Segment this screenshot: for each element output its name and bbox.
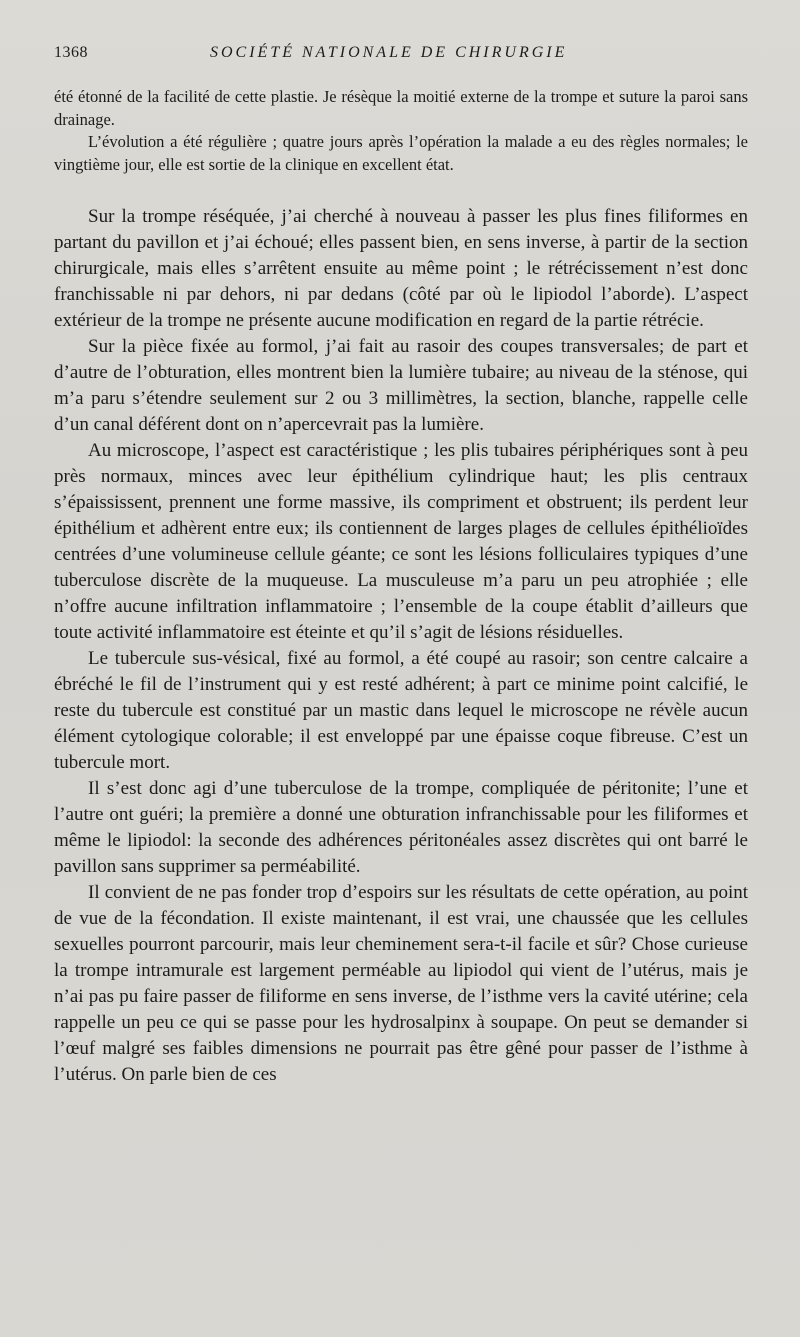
- intro-section: [54, 86, 748, 176]
- paragraph-tuberculose: Il s’est donc agi d’une tuberculose de la trompe, compliquée de péritonite; l’une et l’autre ont guéri; la première a donné une obturation infranchissable pour les filiformes et même le lipiodol: la seconde des adhérences péritonéales assez discrètes qui ont barré le pavillon sans supprimer sa perméabilité.: [54, 778, 748, 877]
- body-text: [54, 86, 748, 1088]
- page-number: 1368: [54, 44, 88, 61]
- paragraph-piece-fixee: Sur la pièce fixée au formol, j’ai fait au rasoir des coupes transversales; de part et d’autre de l’obturation, elles montrent bien la lumière tubaire; au niveau de la sténose, qui m’a paru s’étendre seulement sur 2 ou 3 millimètres, la section, blanche, rappelle celle d’un canal déférent dont on n’apercevrait pas la lumière.: [54, 336, 748, 435]
- main-section: [54, 204, 748, 1088]
- paragraph-fecondation: Il convient de ne pas fonder trop d’espoirs sur les résultats de cette opération, au point de vue de la fécondation. Il existe maintenant, il est vrai, une chaussée que les cellules sexuelles pourront parcourir, mais leur cheminement sera-t-il facile et sûr? Chose curieuse la trompe intramurale est largement perméable au lipiodol qui vient de l’utérus, mais je n’ai pas pu faire passer de filiforme en sens inverse, de l’isthme vers la cavité utérine; cela rappelle un peu ce qui se passe pour les hydrosalpinx à soupape. On peut se demander si l’œuf malgré ses faibles dimensions ne pourrait pas être gêné pour passer de l’isthme à l’utérus. On parle bien de ces: [54, 882, 748, 1085]
- section-gap: [54, 176, 748, 204]
- intro-paragraph-1: été étonné de la facilité de cette plastie. Je résèque la moitié externe de la trompe et suture la paroi sans drainage.: [54, 87, 748, 129]
- page-header: [54, 44, 760, 68]
- paragraph-trompe-resequee: Sur la trompe réséquée, j’ai cherché à nouveau à passer les plus fines filiformes en partant du pavillon et j’ai échoué; elles passent bien, en sens inverse, à partir de la section chirurgicale, mais elles s’arrêtent ensuite au même point ; le rétrécissement n’est donc franchissable ni par dehors, ni par dedans (côté par où le lipiodol l’aborde). L’aspect extérieur de la trompe ne présente aucune modification en regard de la partie rétrécie.: [54, 206, 748, 331]
- intro-paragraph-2: L’évolution a été régulière ; quatre jours après l’opération la malade a eu des règles normales; le vingtième jour, elle est sortie de la clinique en excellent état.: [54, 132, 748, 174]
- paragraph-tubercule: Le tubercule sus-vésical, fixé au formol, a été coupé au rasoir; son centre calcaire a ébréché le fil de l’instrument qui y est resté adhérent; à part ce minime point calcifié, le reste du tubercule est constitué par un mastic dans lequel le microscope ne révèle aucun élément cytologique colorable; il est enveloppé par une épaisse coque fibreuse. C’est un tubercule mort.: [54, 648, 748, 773]
- paragraph-microscope: Au microscope, l’aspect est caractéristique ; les plis tubaires périphériques sont à peu près normaux, minces avec leur épithélium cylindrique haut; les plis centraux s’épaississent, prennent une forme massive, ils compriment et obstruent; ils perdent leur épithélium et adhèrent entre eux; ils contiennent de larges plages de cellules épithélioïdes centrées d’une volumineuse cellule géante; ce sont les lésions folliculaires typiques d’une tuberculose discrète de la muqueuse. La musculeuse m’a paru un peu atrophiée ; elle n’offre aucune infiltration inflammatoire ; l’ensemble de la coupe établit d’ailleurs que toute activité inflammatoire est éteinte et qu’il s’agit de lésions résiduelles.: [54, 440, 748, 643]
- running-head: SOCIÉTÉ NATIONALE DE CHIRURGIE: [210, 44, 568, 61]
